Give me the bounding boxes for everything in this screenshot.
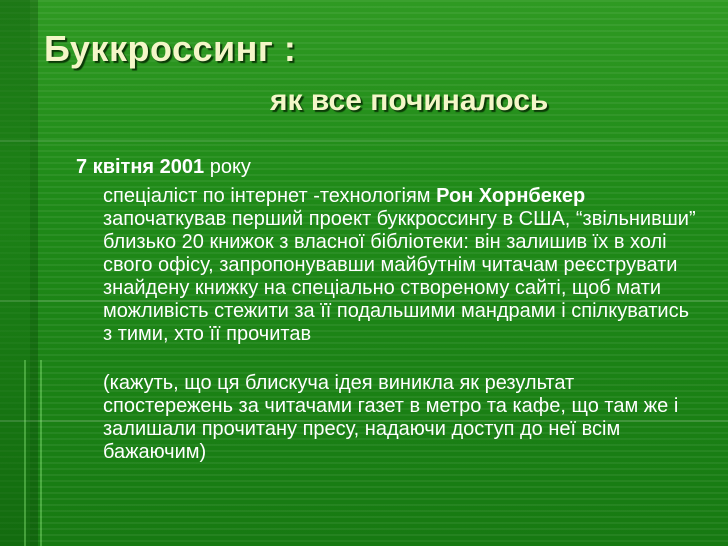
- date-bold: 7 квітня 2001: [76, 156, 205, 178]
- slide-body: [76, 156, 701, 464]
- date-rest: року: [204, 156, 251, 178]
- para1-before: спеціаліст по інтернет -технологіям: [103, 185, 437, 207]
- founder-name: Рон Хорнбекер: [436, 185, 586, 207]
- decorative-vertical-line: [24, 360, 26, 546]
- decorative-vertical-line: [40, 360, 42, 546]
- decorative-line: [0, 140, 728, 142]
- para1-after: започаткував перший проект буккроссингу в США, “звільнивши” близько 20 книжок з власної бібліотеки: він залишив їх в холі свого офісу, запропонувавши майбутнім читачам реєструвати знайдену книжку на спеціально створеному сайті, щоб мати можливість стежити за її подальшими мандрами і спілкуватись з тими, хто її прочитав: [103, 208, 696, 345]
- paragraph-history: [103, 185, 701, 346]
- paragraph-origin-note: (кажуть, що ця блискуча ідея виникла як результат спостережень за читачами газет в метро та кафе, що там же і залишали прочитану пресу, надаючи доступ до неї всім бажаючим): [103, 372, 679, 463]
- date-line: [76, 156, 701, 179]
- slide-title: Буккроссинг :: [44, 28, 297, 69]
- decorative-left-band-shadow: [30, 0, 38, 546]
- slide-subtitle: як все починалось: [270, 84, 549, 117]
